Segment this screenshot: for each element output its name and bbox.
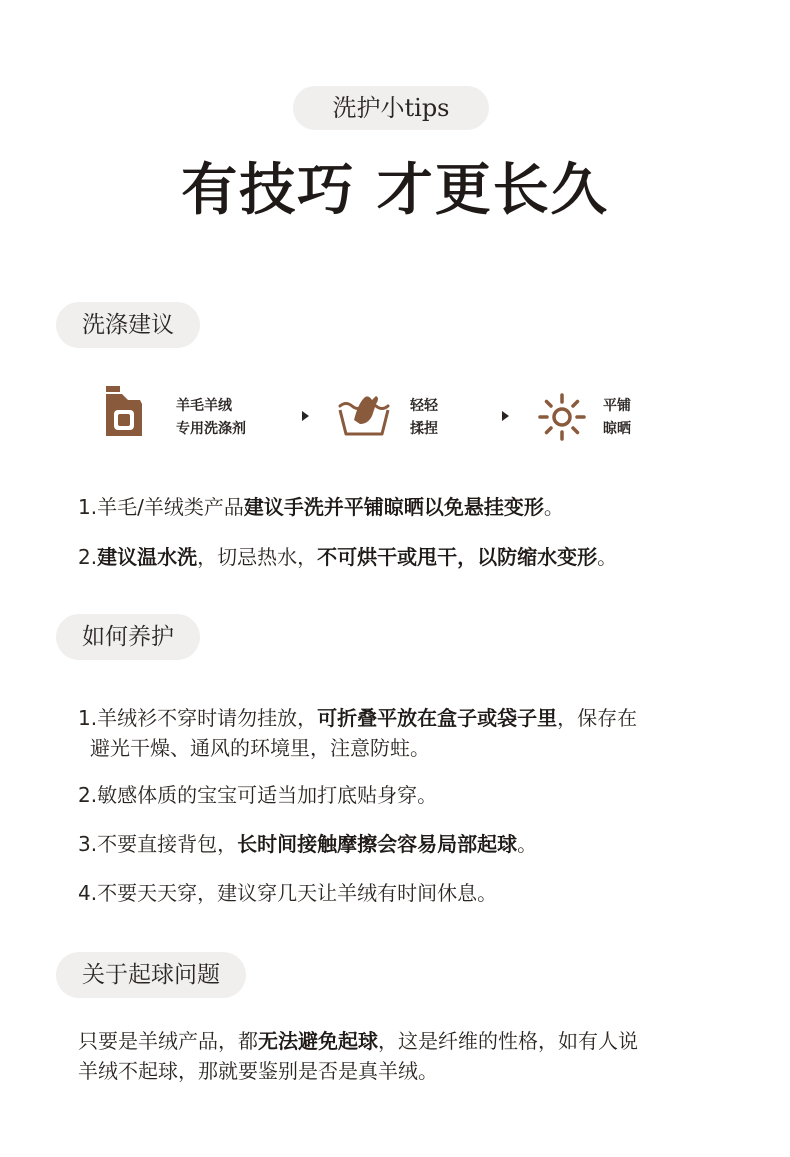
tip-text: 羊绒不起球，那就要鉴别是否是真羊绒。	[78, 1059, 438, 1083]
step-label-line1: 羊毛羊绒	[176, 398, 232, 414]
section-title-pilling: 关于起球问题	[56, 952, 246, 998]
tips-tag: 洗护小tips	[293, 86, 489, 130]
arrow-right-icon	[302, 411, 309, 421]
tip-text: 避光干燥、通风的环境里，注意防蛀。	[90, 736, 430, 760]
tip-emphasis: 建议手洗并平铺晾晒以免悬挂变形	[243, 495, 544, 519]
tip-text: 。	[543, 495, 564, 519]
step-label-line2: 揉捏	[410, 421, 438, 437]
washing-tip-2	[78, 542, 617, 572]
hand-wash-icon	[336, 392, 392, 438]
tip-emphasis: 无法避免起球	[258, 1029, 378, 1053]
tip-text: 2.	[78, 545, 98, 569]
step-label-line1: 轻轻	[410, 398, 438, 414]
tip-text: ，这是纤维的性格，如有人说	[378, 1029, 638, 1053]
tip-text: 只要是羊绒产品，都	[78, 1029, 258, 1053]
care-tip-1	[78, 703, 637, 763]
detergent-bottle-icon	[104, 386, 144, 438]
tip-text: 。	[517, 832, 538, 856]
pilling-text	[78, 1026, 638, 1086]
tip-emphasis: 不可烘干或甩干，以防缩水变形	[317, 545, 598, 569]
tip-text: 2.敏感体质的宝宝可适当加打底贴身穿。	[78, 783, 438, 807]
tip-text: 3.不要直接背包，	[78, 832, 238, 856]
tip-emphasis: 建议温水洗	[97, 545, 198, 569]
tip-text: 4.不要天天穿，建议穿几天让羊绒有时间休息。	[78, 881, 498, 905]
sun-icon	[538, 393, 586, 441]
arrow-right-icon	[502, 411, 509, 421]
tip-text: 1.羊毛/羊绒类产品	[78, 495, 244, 519]
step-label-line2: 晾晒	[603, 421, 631, 437]
tip-text: 。	[597, 545, 618, 569]
tip-text: ，保存在	[557, 706, 638, 730]
tip-text: ，切忌热水，	[197, 545, 318, 569]
washing-tip-1	[78, 492, 564, 522]
section-title-care: 如何养护	[56, 614, 200, 660]
tip-emphasis: 可折叠平放在盒子或袋子里	[317, 706, 558, 730]
care-tip-3	[78, 829, 537, 859]
step-label-line2: 专用洗涤剂	[176, 421, 246, 437]
tip-emphasis: 长时间接触摩擦会容易局部起球	[237, 832, 518, 856]
care-tip-2	[78, 780, 437, 810]
washing-steps	[0, 380, 790, 450]
page-title: 有技巧 才更长久	[181, 157, 609, 223]
care-tip-4	[78, 878, 497, 908]
tip-text: 1.羊绒衫不穿时请勿挂放，	[78, 706, 318, 730]
step-label-line1: 平铺	[603, 398, 631, 414]
section-title-washing: 洗涤建议	[56, 302, 200, 348]
